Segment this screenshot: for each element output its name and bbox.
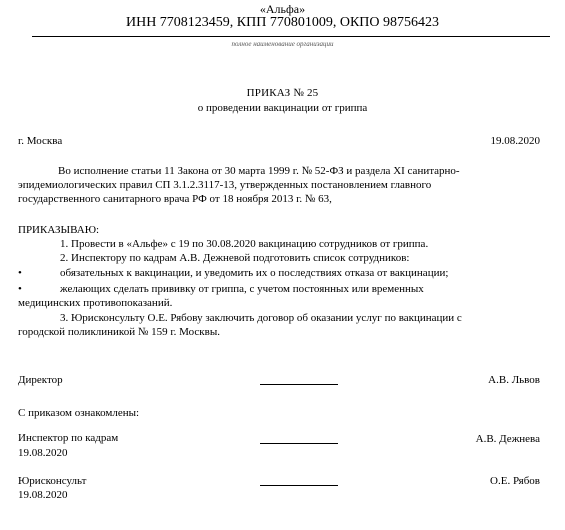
- bullet-icon: •: [18, 267, 22, 279]
- order-item-1: 1. Провести в «Альфе» с 19 по 30.08.2020 вакцинацию сотрудников от гриппа.: [60, 238, 429, 250]
- bullet-icon: •: [18, 283, 22, 295]
- hr-inspector-signature-line: [260, 443, 338, 444]
- lawyer-role: Юрисконсульт: [18, 475, 87, 487]
- order-item-3: 3. Юрисконсульту О.Е. Рябову заключить договор об оказании услуг по вакцинации с: [60, 312, 462, 324]
- order-bullet-1: обязательных к вакцинации, и уведомить их о последствиях отказа от вакцинации;: [60, 267, 449, 279]
- order-city: г. Москва: [18, 135, 63, 147]
- organization-name: «Альфа»: [259, 2, 306, 16]
- director-name: А.В. Львов: [488, 374, 540, 386]
- order-title: ПРИКАЗ № 25: [246, 87, 319, 99]
- preamble-line-2: эпидемиологических правил СП 3.1.2.3117-13, утвержденных постановлением главного: [18, 179, 432, 191]
- order-bullet-2-continuation: медицинских противопоказаний.: [18, 297, 173, 309]
- lawyer-signature-line: [260, 485, 338, 486]
- organization-identifiers: ИНН 7708123459, КПП 770801009, ОКПО 98756423: [125, 15, 440, 30]
- preamble-line-1: Во исполнение статьи 11 Закона от 30 марта 1999 г. № 52-ФЗ и раздела XI санитарно-: [58, 165, 460, 177]
- organization-caption: полное наименование организации: [231, 40, 334, 48]
- lawyer-date: 19.08.2020: [18, 489, 68, 501]
- preamble-line-3: государственного санитарного врача РФ от 18 ноября 2013 г. № 63,: [18, 193, 332, 205]
- hr-inspector-role: Инспектор по кадрам: [18, 432, 119, 444]
- order-item-2: 2. Инспектору по кадрам А.В. Дежневой подготовить список сотрудников:: [60, 252, 410, 264]
- hr-inspector-name: А.В. Дежнева: [475, 433, 540, 445]
- director-role: Директор: [18, 374, 63, 386]
- organization-underline: [32, 36, 550, 37]
- orders-heading: ПРИКАЗЫВАЮ:: [18, 224, 100, 236]
- order-preamble: [18, 164, 540, 206]
- order-bullet-2: желающих сделать прививку от гриппа, с учетом постоянных или временных: [60, 283, 424, 295]
- order-date: 19.08.2020: [490, 135, 540, 147]
- acquainted-label: С приказом ознакомлены:: [18, 407, 140, 419]
- order-subject: о проведении вакцинации от гриппа: [197, 102, 368, 114]
- order-item-3-continuation: городской поликлиникой № 159 г. Москвы.: [18, 326, 220, 338]
- hr-inspector-date: 19.08.2020: [18, 447, 68, 459]
- lawyer-name: О.Е. Рябов: [490, 475, 540, 487]
- director-signature-line: [260, 384, 338, 385]
